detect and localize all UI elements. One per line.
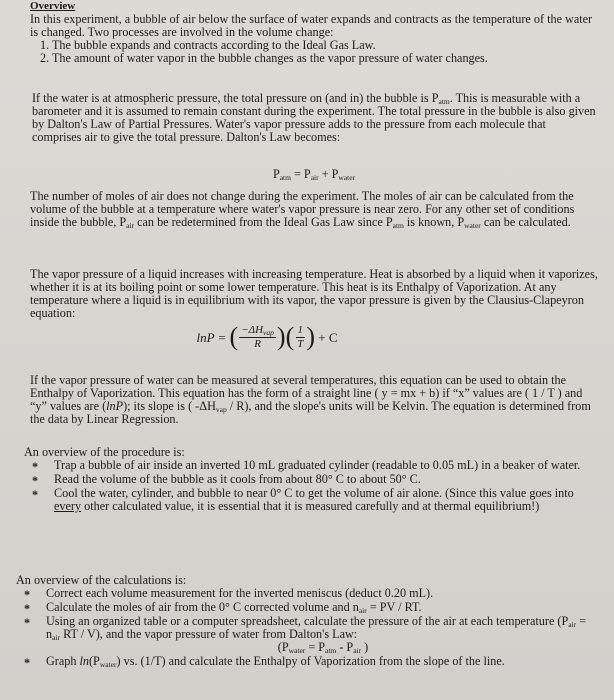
- calculation-item: * Graph $\ln(P_{water})$ vs. (1/T) and calculate the Enthalpy of Vaporization from the slope of the line.: [16, 655, 600, 668]
- process-list: [30, 39, 598, 65]
- procedure-heading: An overview of the procedure is:: [24, 445, 185, 459]
- calculation-item: * Calculate the moles of air from the 0° C corrected volume and $n_{air}$ = PV / RT.: [16, 601, 600, 614]
- calculation-item: * Using an organized table or a computer spreadsheet, calculate the pressure of the air at each temperature ($P_{air} = n_{air}$ RT / V), and the vapor pressure of water from Dalton's Law: ($P_{water} = P_{atm} - P_{air}$ ): [16, 615, 600, 654]
- overview-heading: Overview: [30, 0, 76, 12]
- procedure-item: * Read the volume of the bubble as it cools from about 80° C to about 50° C.: [24, 473, 598, 486]
- process-item-2: 2. The amount of water vapor in the bubble changes as the vapor pressure of water changes.: [40, 51, 488, 65]
- overview-section: [30, 0, 598, 65]
- calculation-section: [16, 574, 600, 669]
- calculation-heading: An overview of the calculations is:: [16, 573, 187, 587]
- intro-paragraph: In this experiment, a bubble of air below the surface of water expands and contracts as the temperature of the water is changed. Two processes are involved in the volume change:: [30, 12, 593, 39]
- procedure-list: [24, 459, 598, 513]
- calculation-item: * Correct each volume measurement for the inverted meniscus (deduct 0.20 mL).: [16, 587, 600, 600]
- pressure-paragraph: If the water is at atmospheric pressure, the total pressure on (and in) the bubble is $P_{atm}$. This is measurable with a barometer and it is assumed to remain constant during the experiment. The total pressure in the bubble is also given by Dalton's Law of Partial Pressures. Water's vapor pressure adds to the pressure from each molecule that comprises air to give the total pressure. Dalton's Law becomes:: [32, 91, 596, 144]
- process-item-1: 1. The bubble expands and contracts according to the Ideal Gas Law.: [40, 38, 376, 52]
- dalton-subequation: ($P_{water} = P_{atm} - P_{air}$ ): [277, 640, 369, 655]
- clausius-clapeyron-equation: lnP = ( $\frac{-\Delta H_{vap}}{R}$ ) ( $\frac{1}{T}$ ) + C: [196, 322, 338, 351]
- vapor-paragraph: The vapor pressure of a liquid increases with increasing temperature. Heat is absorbed by a liquid when it vaporizes, whether it is at its boiling point or some lower temperature. This heat is its Enthalpy of Vaporization. At any temperature where a liquid is in equilibrium with its vapor, the vapor pressure is given by the Clausius-Clapeyron equation:: [30, 267, 598, 320]
- moles-paragraph: The number of moles of air does not change during the experiment. The moles of air can be calculated from the volume of the bubble at a temperature where water's vapor pressure is near zero. For any other set of conditions inside the bubble, $P_{air}$ can be redetermined from the Ideal Gas Law since $P_{atm}$ is known, $P_{water}$ can be calculated.: [30, 189, 575, 230]
- linear-paragraph: If the vapor pressure of water can be measured at several temperatures, this equation can be used to obtain the Enthalpy of Vaporization. This equation has the form of a straight line ( y = mx + b) if “x” values are ( 1 / T ) and “y” values are (lnP); its slope is ( $-\Delta H_{vap} / R$), and the slope's units will be Kelvin. The equation is determined from the data by Linear Regression.: [30, 373, 591, 426]
- procedure-section: [24, 446, 598, 514]
- procedure-item: * Trap a bubble of air inside an inverted 10 mL graduated cylinder (readable to 0.05 mL) in a beaker of water.: [24, 459, 598, 472]
- calculation-list: [16, 587, 600, 668]
- procedure-item: * Cool the water, cylinder, and bubble to near 0° C to get the volume of air alone. (Since this value goes into every other calculated value, it is essential that it is measured carefully and at thermal equilibrium!): [24, 487, 598, 513]
- dalton-equation: $P_{atm} = P_{air} + P_{water}$: [272, 167, 356, 182]
